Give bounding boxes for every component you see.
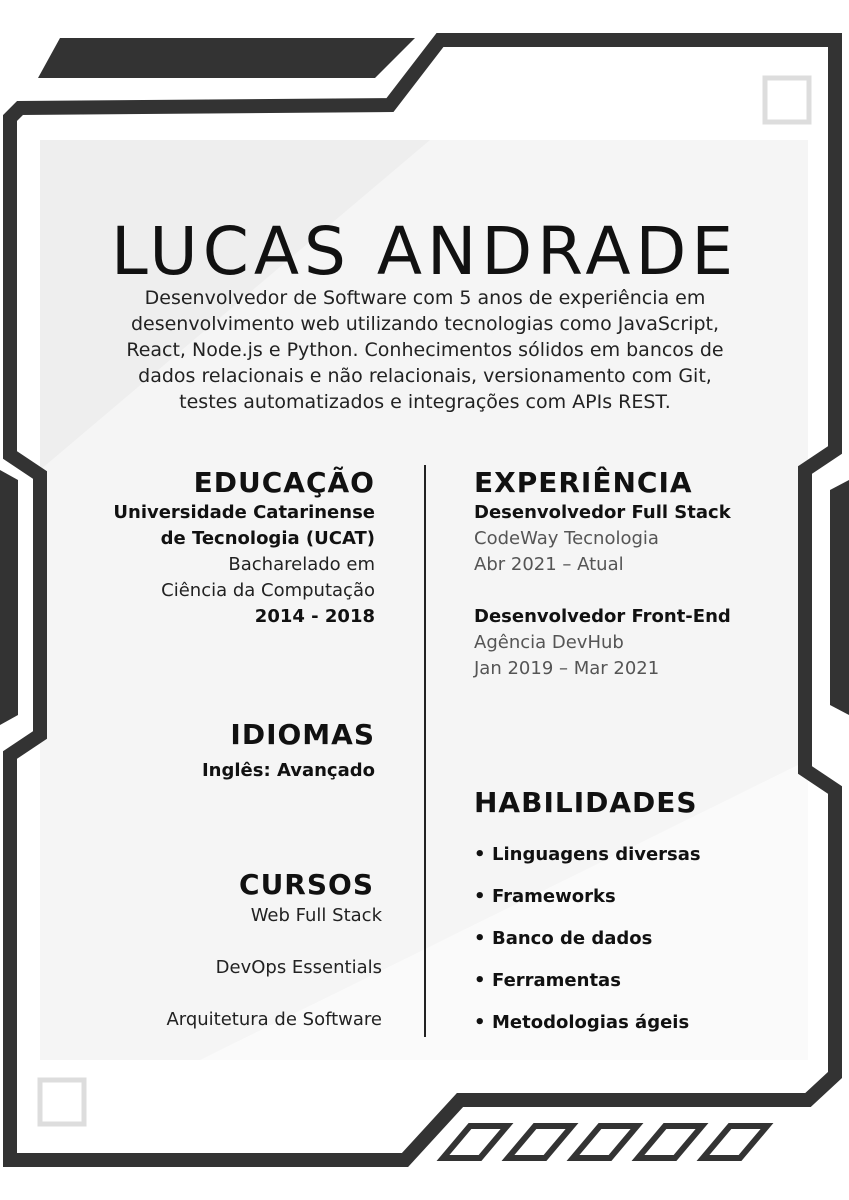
experience-heading: EXPERIÊNCIA [474, 466, 693, 499]
experience-job [474, 604, 814, 682]
bottom-stripes [443, 1126, 767, 1158]
top-dark-bar [38, 38, 415, 78]
bullet-icon: • [474, 928, 486, 949]
top-right-square [765, 78, 809, 122]
bullet-icon: • [474, 1012, 486, 1033]
experience-section [474, 466, 814, 682]
bullet-icon: • [474, 886, 486, 907]
education-period: 2014 - 2018 [254, 606, 375, 627]
summary-text: Desenvolvedor de Software com 5 anos de experiência em desenvolvimento web utilizando tecnologias como JavaScript, React, Node.js e Python. Conhecimentos sólidos em bancos de dados relacionais e não relacionais, versionamento com Git, testes automatizados e integrações com APIs REST. [126, 287, 724, 413]
skill-label: Ferramentas [492, 970, 621, 991]
education-institution-line1: Universidade Catarinense [113, 502, 375, 523]
skills-section [474, 786, 814, 1044]
education-degree-line1: Bacharelado em [228, 554, 375, 575]
column-divider [424, 465, 426, 1037]
languages-heading: IDIOMAS [230, 718, 375, 751]
list-item [474, 876, 814, 918]
skill-label: Banco de dados [492, 928, 653, 949]
education-degree-line2: Ciência da Computação [161, 580, 375, 601]
skills-list [474, 834, 814, 1044]
left-side-block [0, 470, 18, 725]
languages-section [35, 718, 375, 784]
job-period: Abr 2021 – Atual [474, 554, 624, 575]
language-item: Inglês: Avançado [201, 760, 375, 781]
job-period: Jan 2019 – Mar 2021 [474, 658, 660, 679]
courses-section [42, 868, 382, 1046]
course-item: Arquitetura de Software [166, 1009, 382, 1030]
bullet-icon: • [474, 844, 486, 865]
education-heading: EDUCAÇÃO [193, 466, 375, 499]
skill-label: Linguagens diversas [492, 844, 701, 865]
education-section [35, 466, 375, 630]
course-item: Web Full Stack [250, 905, 382, 926]
job-company: Agência DevHub [474, 632, 624, 653]
job-title: Desenvolvedor Full Stack [474, 502, 731, 523]
list-item [474, 834, 814, 876]
bullet-icon: • [474, 970, 486, 991]
list-item [474, 918, 814, 960]
job-title: Desenvolvedor Front-End [474, 606, 731, 627]
skills-heading: HABILIDADES [474, 786, 698, 819]
experience-job [474, 500, 814, 578]
page-title: LUCAS ANDRADE [110, 213, 739, 291]
education-institution-line2: de Tecnologia (UCAT) [160, 528, 375, 549]
bottom-left-square [40, 1080, 84, 1124]
list-item [474, 960, 814, 1002]
skill-label: Metodologias ágeis [492, 1012, 690, 1033]
course-item: DevOps Essentials [215, 957, 382, 978]
skill-label: Frameworks [492, 886, 616, 907]
courses-heading: CURSOS [239, 868, 374, 901]
job-company: CodeWay Tecnologia [474, 528, 659, 549]
list-item [474, 1002, 814, 1044]
right-side-block [830, 480, 849, 715]
